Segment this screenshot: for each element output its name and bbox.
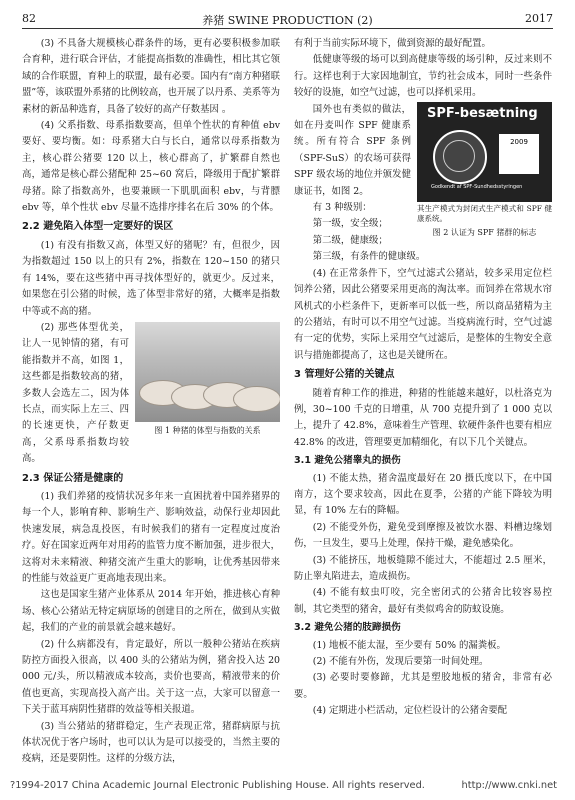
figure-1-caption: 图 1 种猪的体型与指数的关系 bbox=[154, 425, 261, 435]
paragraph: (1) 地板不能太湿，至少要有 50% 的漏粪板。 bbox=[312, 639, 506, 651]
paragraph: (2) 什么病都没有，肯定最好，所以一般种公猪站在疾病防控方面投入很高，以 400 头的公猪站为例，猪舍投入达 20 000 元/头，所以精液成本较高，卖价也要高，精液带来的价值也更高，实现高投入高产出。关于这一点，大家可以留意一下关于蓝耳病阴性猪群的效益等相关报道。 bbox=[22, 638, 280, 716]
paragraph: 低健康等级的场可以到高健康等级的场引种，反过来则不行。这样也利于大家因地制宜，节约社会成本，同时一些条件较好的设施，如空气过滤，也可以择机采用。 bbox=[294, 54, 552, 99]
paragraph: 随着育种工作的推进，种猪的性能越来越好，以杜洛克为例，30~100 千克的日增重，从 700 克提升到了 1 000 克以上，提升了 42.8%，意味着生产管理、软硬件条件也要有相应 42.8% 的改进，管理要更加精细化，有以下几个关键点。 bbox=[294, 387, 552, 448]
page-footer bbox=[10, 780, 557, 794]
section-heading: 2.2 避免陷入体型一定要好的误区 bbox=[22, 221, 174, 233]
paragraph: (2) 那些体型优美，让人一见钟情的猪，有可能指数并不高，如图 1，这些都是指数较高的猪，多数人会选左二，因为体长点，而实际上左三、四的长速更快，产仔数更高，父系母系指数均较高。 bbox=[22, 321, 129, 465]
spf-seal-icon bbox=[433, 130, 487, 184]
figure-2-note: 其生产模式为封闭式生产模式和 SPF 健康系统。 bbox=[417, 203, 552, 223]
spf-logo bbox=[417, 102, 552, 202]
paragraph: (3) 必要时要修蹄，尤其是塑胶地板的猪舍，非常有必要。 bbox=[294, 672, 552, 700]
right-column bbox=[294, 36, 552, 720]
paragraph: (3) 不具备大规模核心群条件的场，更有必要积极参加联合育种，进行联合评估，才能提高指数的准确性，相比其它领域的合作联盟，育种上的联盟，最有必要。国内有“南方种猪联盟”等，该联盟外系猪的比例较高，也开展了以丹系、美系等为素材的新品种选育，具备了较好的高产仔数基因 。 bbox=[22, 38, 280, 115]
pig-photo bbox=[135, 322, 280, 422]
figure-1 bbox=[135, 322, 280, 436]
paragraph: (4) 不能有蚊虫叮咬，完全密闭式的公猪舍比较容易控制，其它类型的猪舍，最好有类似鸡舍的防蚊设施。 bbox=[294, 587, 552, 615]
figure-2 bbox=[417, 102, 552, 238]
paragraph: (3) 不能挤压，地板缝隙不能过大，不能超过 2.5 厘米，防止睾丸陷进去，造成损伤。 bbox=[294, 554, 552, 582]
list-item: 第二级，健康级； bbox=[312, 234, 388, 246]
footer-url: http://www.cnki.net bbox=[461, 780, 557, 791]
paragraph: (1) 我们养猪的疫情状况多年来一直困扰着中国养猪界的每一个人，影响育种、影响生产、影响效益，动保行业却因此快速发展，病急乱投医，有时候我们的猪有一定程度过度治疗。好在国家近两年对用药的监管力度不断加强，进步很大，这将对未来精液、种猪交流产生重大的影响，让优秀基因带来的性能与效益更广更高地表现出来。 bbox=[22, 490, 280, 584]
journal-title: 养猪 SWINE PRODUCTION (2) bbox=[202, 14, 373, 27]
list-item: 第一级，安全级； bbox=[312, 218, 388, 230]
badge-year: 2009 bbox=[510, 137, 528, 146]
paragraph: 有 3 种级别： bbox=[312, 202, 372, 214]
paragraph: (4) 在正常条件下，空气过滤式公猪站，较多采用定位栏饲养公猪，因此公猪要采用更高的淘汰率。而饲养在常规水帘风机式的小栏条件下，更新率可以低一些，所以商品猪精为主的公猪站，有时可以不用空气过滤。当疫病流行时，空气过滤有一定的优势，实际上采用空气过滤后，是整体的生物安全意识与措施都提高了，这也是关键所在。 bbox=[294, 267, 552, 361]
paragraph: 国外也有类似的做法，如在丹麦叫作 SPF 健康系统。所有符合 SPF 条例（SPF-SuS）的农场可获得 SPF 级农场的地位并颁发健康证书，如图 2。 bbox=[294, 103, 411, 197]
subsection-heading: 3.2 避免公猪的肢蹄损伤 bbox=[294, 622, 401, 634]
year: 2017 bbox=[525, 12, 553, 25]
paragraph: (4) 父系指数、母系指数要高，但单个性状的育种值 ebv 要好、要均衡。如：母系猪大白与长白，通常以母系指数为主，核心群公猪要 120 以上，核心群高了，扩繁群自然也高，通常是核心群公猪配种 25~60 窝后，降级用于配扩繁群母猪。除了指数高外，也要兼顾一下肌肌面积 ebv，与背膘 ebv 等，单个性状 ebv 尽量不选排序排名在后 30% 的个体。 bbox=[22, 120, 280, 214]
paragraph: 有利于当前实际环境下，做到资源的最好配置。 bbox=[294, 38, 491, 49]
figure-2-caption: 图 2 认证为 SPF 猪群的标志 bbox=[432, 227, 537, 237]
section-heading: 2.3 保证公猪是健康的 bbox=[22, 472, 124, 484]
paragraph: (2) 不能有外伤，发现后要第一时间处理。 bbox=[312, 656, 489, 668]
subsection-heading: 3.1 避免公猪睾丸的损伤 bbox=[294, 455, 401, 467]
paragraph: 这也是国家生猪产业体系从 2014 年开始，推进核心育种场、核心公猪站无特定病原场的创建目的之所在，做到从实做起，我们的产业的前景就会越来越好。 bbox=[22, 589, 280, 634]
spf-badge bbox=[499, 134, 539, 174]
spf-logo-title: SPF-besætning bbox=[427, 105, 538, 121]
paragraph: (1) 有没有指数又高，体型又好的猪呢？有，但很少，因为指数超过 150 以上的只有 2%，指数在 120~150 的猪只有 14%，要在这些猪中再寻找体型好的，就更少。反过来，如果您在引公猪的时候，选了体型非常好的猪，大概率是指数中等或不高的猪。 bbox=[22, 239, 280, 317]
left-column bbox=[22, 36, 280, 768]
paragraph: (2) 不能受外伤，避免受到摩擦及被饮水器、料槽边缘划伤，一旦发生，要马上处理，保持干燥，避免感染化。 bbox=[294, 521, 552, 550]
spf-logo-subtitle: Godkendt af SPF-Sundhedsstyringen bbox=[431, 184, 523, 191]
paragraph: (4) 定期进小栏活动，定位栏设计的公猪舍要配 bbox=[312, 705, 508, 717]
page-number: 82 bbox=[22, 12, 36, 25]
copyright-notice: ?1994-2017 China Academic Journal Electronic Publishing House. All rights reserved. bbox=[10, 780, 425, 791]
page-header bbox=[22, 10, 553, 29]
paragraph: (1) 不能太热，猪舍温度最好在 20 摄氏度以下，在中国南方，这个要求较高，因此在夏季，公猪的产能下降较为明显，有 10% 左右的降幅。 bbox=[294, 472, 552, 517]
section-heading: 3 管理好公猪的关键点 bbox=[294, 369, 395, 381]
paragraph: (3) 当公猪站的猪群稳定，生产表现正常，猪群病原与抗体状况优于客户场时，也可以认为是可以接受的，当然主要的疫病，还是要阴性。这样的分级方法， bbox=[22, 720, 280, 765]
list-item: 第三级，有条件的健康级。 bbox=[312, 251, 426, 263]
